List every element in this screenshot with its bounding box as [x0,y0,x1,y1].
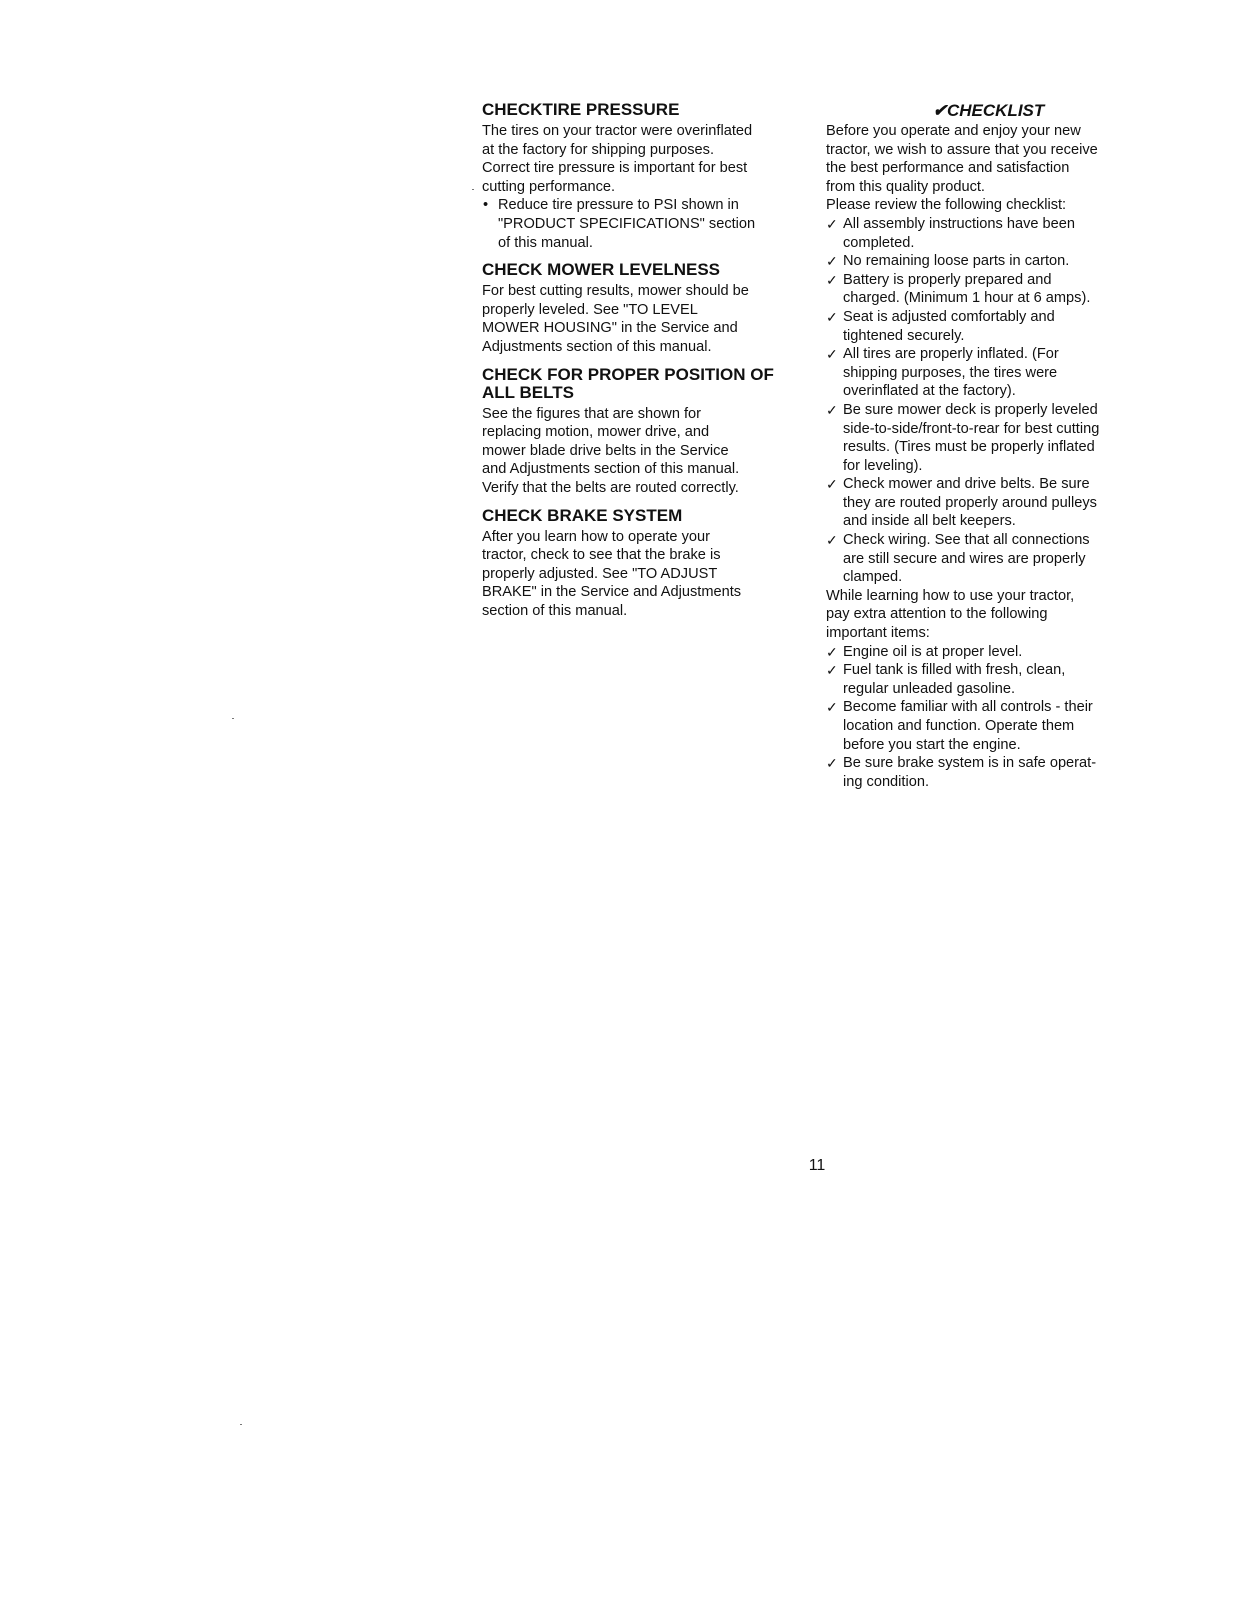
checkmark-icon: ✓ [826,643,838,660]
checkmark-icon: ✓ [826,699,838,716]
checklist [826,215,1151,587]
list-item: • Reduce tire pressure to PSI shown in "PRODUCT SPECIFICATIONS" section of this manual. [483,197,756,251]
section-tire-pressure [482,101,812,252]
bullet-mark: • [483,197,489,214]
scan-speck [232,718,234,719]
important-items-list [826,643,1151,792]
while-learning-paragraph: While learning how to use your tractor, pay extra attention to the following important items: [826,587,1075,642]
heading-brake-system: CHECK BRAKE SYSTEM [482,505,683,525]
checkmark-icon: ✓ [826,271,838,288]
checklist-intro: Before you operate and enjoy your new tractor, we wish to assure that you receive the best performance and satisfaction from this quality product. Please review the following checklist: [826,123,1098,214]
checkmark-icon: ✓ [826,532,838,549]
list-item: ✓ Battery is properly prepared and charged. (Minimum 1 hour at 6 amps). [826,271,1091,307]
list-item: ✓ Engine oil is at proper level. [826,643,1023,660]
right-column [826,101,1151,791]
list-item: ✓ Fuel tank is filled with fresh, clean, regular unleaded gasoline. [826,662,1066,697]
list-item: ✓ Seat is adjusted comfortably and tightened securely. [826,308,1055,344]
scan-speck [472,189,474,190]
checkmark-icon: ✓ [826,476,838,493]
checkmark-icon: ✓ [826,755,838,772]
checkmark-icon: ✓ [826,662,838,679]
list-item: ✓ Become familiar with all controls - their location and function. Operate them before you start the engine. [826,699,1093,753]
page-number: 11 [808,1157,826,1174]
list-item: ✓ All assembly instructions have been completed. [826,215,1075,251]
section-brake-system [482,507,812,621]
section-mower-levelness [482,261,812,356]
list-item: ✓ Be sure mower deck is properly leveled side-to-side/front-to-rear for best cutting results. (Tires must be properly inflated for leveling). [826,401,1100,474]
tire-pressure-bullets [482,196,812,252]
belts-paragraph: See the figures that are shown for replacing motion, mower drive, and mower blade drive belts in the Service and Adjustments section of this manual. Verify that the belts are routed correctly. [482,405,740,496]
section-belts [482,366,812,498]
heading-tire-pressure: CHECKTIRE PRESSURE [482,100,680,119]
tire-pressure-paragraph: The tires on your tractor were overinflated at the factory for shipping purposes. Correct tire pressure is important for best cutting performance. [482,123,753,195]
brake-system-paragraph: After you learn how to operate your tractor, check to see that the brake is properly adjusted. See "TO ADJUST BRAKE" in the Service and Adjustments section of this manual. [482,528,742,619]
list-item: ✓ Be sure brake system is in safe operat- ing condition. [826,755,1097,790]
checkmark-icon: ✓ [826,346,838,363]
scan-speck [240,1424,242,1425]
checklist-title: ✔CHECKLIST [932,101,1045,120]
heading-mower-levelness: CHECK MOWER LEVELNESS [482,260,721,280]
checkmark-icon: ✓ [826,308,838,325]
mower-levelness-paragraph: For best cutting results, mower should be properly leveled. See "TO LEVEL MOWER HOUSING" in the Service and Adjustments section of this manual. [482,283,749,355]
checkmark-icon: ✔ [932,101,947,120]
list-item: ✓ Check mower and drive belts. Be sure they are routed properly around pulleys and inside all belt keepers. [826,476,1097,530]
list-item: ✓ No remaining loose parts in carton. [826,253,1070,270]
heading-belts: CHECK FOR PROPER POSITION OF ALL BELTS [482,364,774,402]
list-item: ✓ Check wiring. See that all connections are still secure and wires are properly clamped. [826,532,1090,586]
list-item: ✓ All tires are properly inflated. (For shipping purposes, the tires were overinflated at the factory). [826,346,1059,400]
checkmark-icon: ✓ [826,253,838,270]
checkmark-icon: ✓ [826,401,838,418]
left-column [482,101,812,629]
checkmark-icon: ✓ [826,215,838,232]
